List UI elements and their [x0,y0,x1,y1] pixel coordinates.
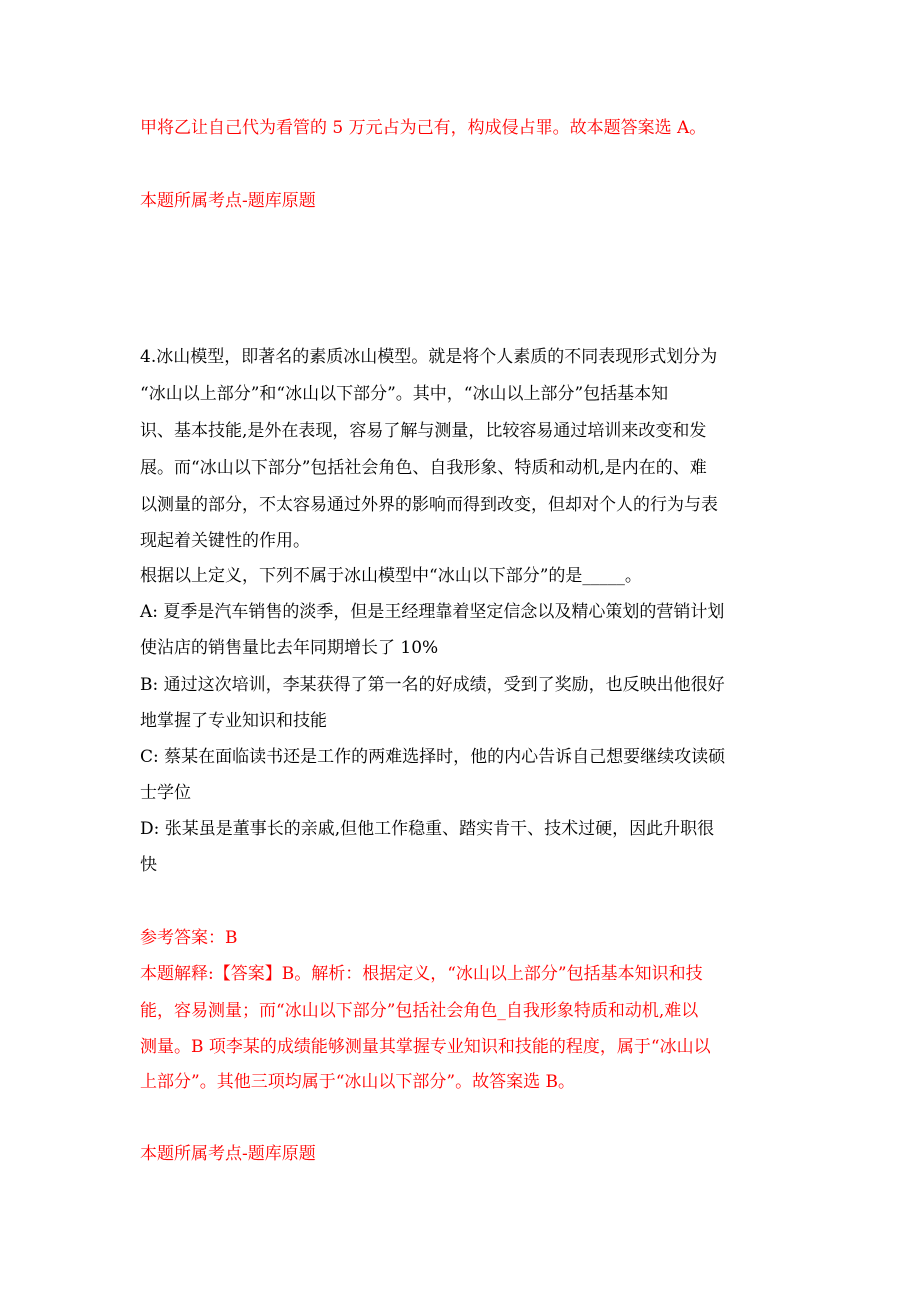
answer-explanation-line: 能，容易测量；而“冰山以下部分”包括社会角色_自我形象特质和动机,难以 [140,1001,699,1021]
previous-source-label: 本题所属考点-题库原题 [140,191,316,211]
option-b-line: 地掌握了专业知识和技能 [140,711,327,731]
option-a-line: 使沾店的销售量比去年同期增长了 10% [140,638,439,658]
option-c-line: C: 蔡某在面临读书还是工作的两难选择时，他的内心告诉自己想要继续攻读硕 [140,747,726,767]
question-stem-line: 4.冰山模型，即著名的素质冰山模型。就是将个人素质的不同表现形式划分为 [140,347,718,367]
option-d-line: D: 张某虽是董事长的亲戚,但他工作稳重、踏实肯干、技术过硬，因此升职很 [140,819,715,839]
previous-explanation-end: 甲将乙让自己代为看管的 5 万元占为己有，构成侵占罪。故本题答案选 A。 [140,118,707,138]
question-stem-line: 现起着关键性的作用。 [140,531,310,551]
question-stem-line: 以测量的部分，不太容易通过外界的影响而得到改变，但却对个人的行为与表 [140,495,718,515]
answer-source-label: 本题所属考点-题库原题 [140,1144,316,1164]
answer-explanation-line: 本题解释:【答案】B。解析：根据定义，“冰山以上部分”包括基本知识和技 [140,964,703,984]
question-prompt: 根据以上定义，下列不属于冰山模型中“冰山以下部分”的是_____。 [140,566,642,586]
option-d-line: 快 [140,855,157,875]
question-stem-line: “冰山以上部分”和“冰山以下部分”。其中，“冰山以上部分”包括基本知 [140,384,669,404]
option-b-line: B: 通过这次培训，李某获得了第一名的好成绩，受到了奖励，也反映出他很好 [140,675,725,695]
option-c-line: 士学位 [140,783,191,803]
question-stem-line: 展。而“冰山以下部分”包括社会角色、自我形象、特质和动机,是内在的、难 [140,458,707,478]
reference-answer: 参考答案：B [140,928,238,948]
answer-explanation-line: 上部分”。其他三项均属于“冰山以下部分”。故答案选 B。 [140,1072,575,1092]
question-stem-line: 识、基本技能,是外在表现，容易了解与测量，比较容易通过培训来改变和发 [140,421,707,441]
option-a-line: A: 夏季是汽车销售的淡季，但是王经理靠着坚定信念以及精心策划的营销计划 [140,602,725,622]
answer-explanation-line: 测量。B 项李某的成绩能够测量其掌握专业知识和技能的程度，属于“冰山以 [140,1037,711,1057]
